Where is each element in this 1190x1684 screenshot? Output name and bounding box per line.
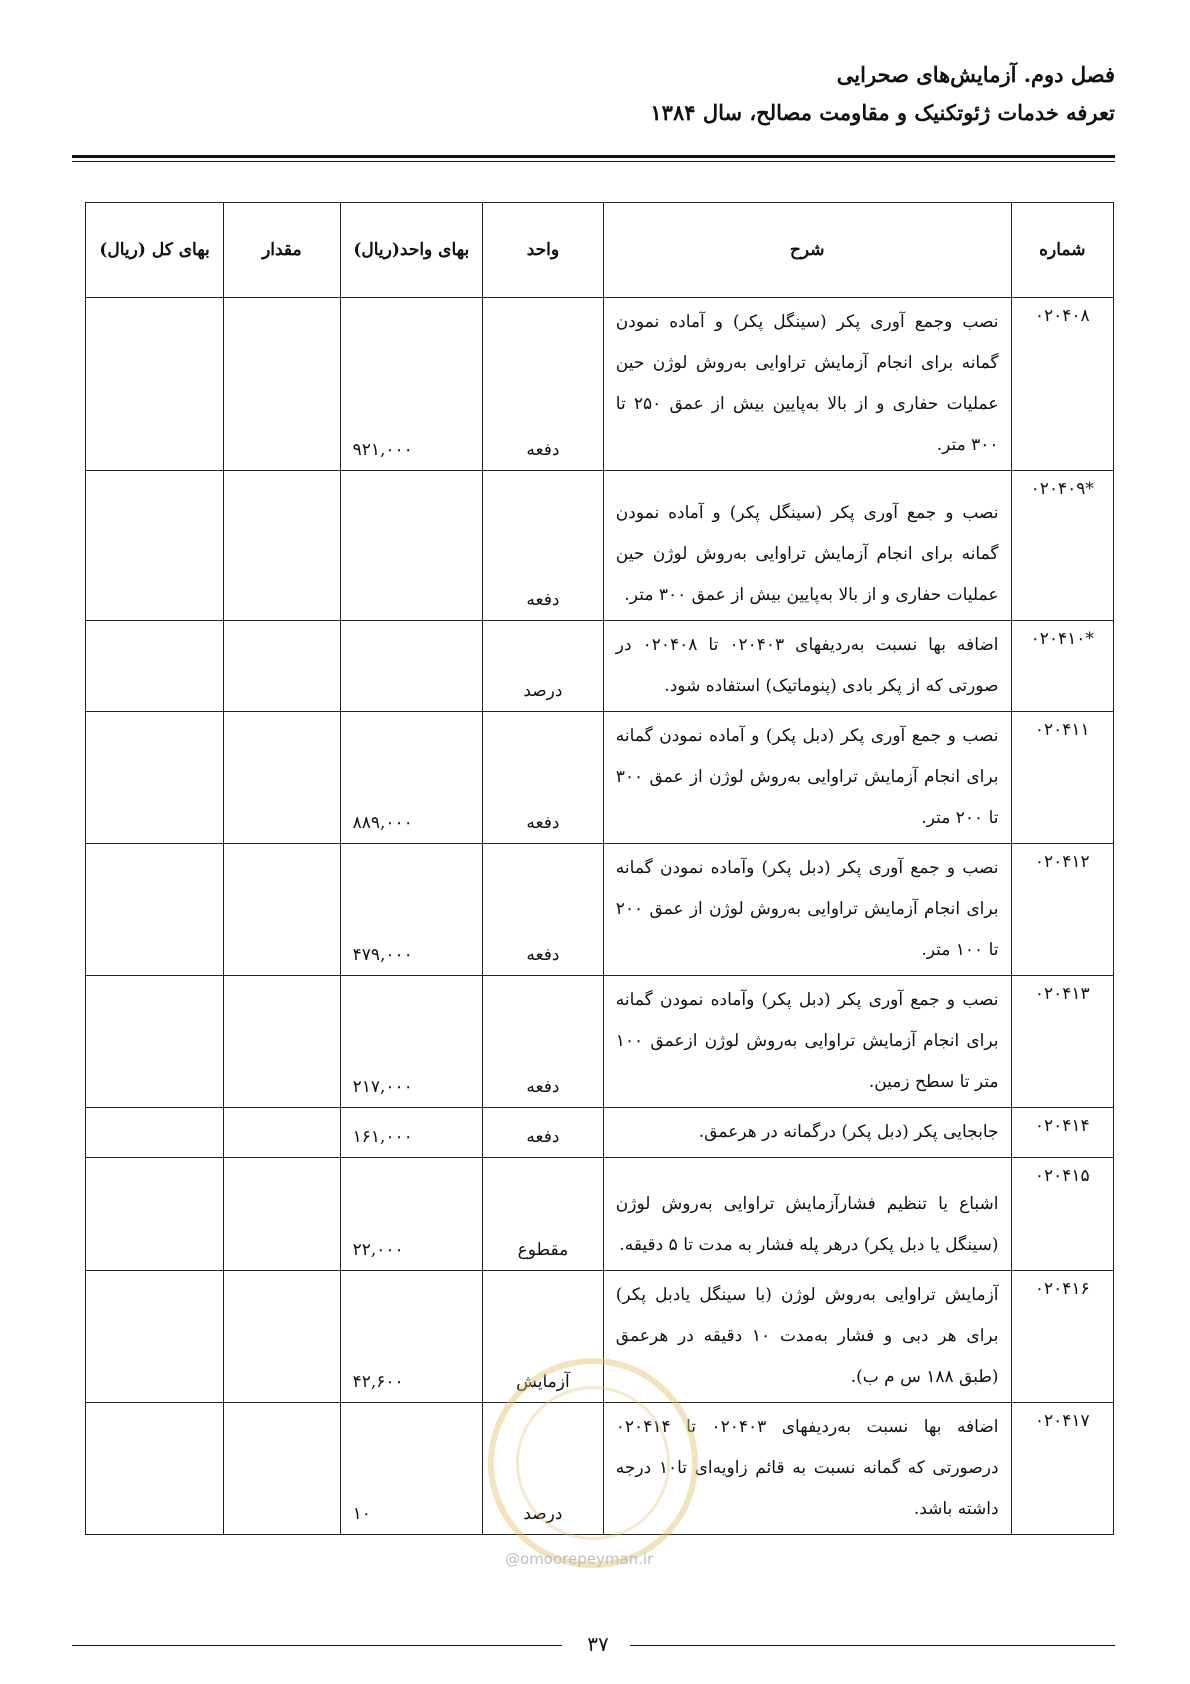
row-description: جابجایی پکر (دبل پکر) درگمانه در هرعمق. [603,1108,1011,1158]
row-total [86,1158,224,1271]
row-total [86,471,224,621]
row-unit: مقطوع [482,1158,603,1271]
footer-rule-left [72,1645,562,1646]
col-header-unit-price: بهای واحد(ریال) [340,203,482,298]
row-quantity [224,471,340,621]
footer-rule-right [630,1645,1115,1646]
row-unit: درصد [482,621,603,712]
col-header-total-price: بهای کل (ریال) [86,203,224,298]
document-subtitle: تعرفه خدمات ژئوتکنیک و مقاومت مصالح، سال ۱۳۸۴ [650,100,1115,125]
row-unit: دفعه [482,712,603,844]
row-description: نصب وجمع آوری پکر (سینگل پکر) و آماده نمودن گمانه برای انجام آزمایش تراوایی به‌روش لوژن حین عملیات حفاری و از بالا به‌پایین بیش از عمق ۲۵۰ تا ۳۰۰ متر. [603,298,1011,471]
row-unit: آزمایش [482,1271,603,1403]
row-unit-price: ۹۲۱,۰۰۰ [340,298,482,471]
row-total [86,712,224,844]
row-code: ۰۲۰۴۱۲ [1011,844,1113,976]
row-quantity [224,1271,340,1403]
col-header-unit: واحد [482,203,603,298]
row-description: اضافه بها نسبت به‌ردیفهای ۰۲۰۴۰۳ تا ۰۲۰۴۰۸ در صورتی که از پکر بادی (پنوماتیک) استفاده شود. [603,621,1011,712]
row-description: اشباع یا تنظیم فشارآزمایش تراوایی به‌روش لوژن (سینگل یا دبل پکر) درهر پله فشار به مدت تا ۵ دقیقه. [603,1158,1011,1271]
row-unit: دفعه [482,844,603,976]
table-row [86,1158,1114,1271]
row-unit: درصد [482,1403,603,1535]
table-row [86,471,1114,621]
col-header-description: شرح [603,203,1011,298]
row-total [86,298,224,471]
row-total [86,1108,224,1158]
row-unit: دفعه [482,976,603,1108]
row-quantity [224,1158,340,1271]
row-description: اضافه بها نسبت به‌ردیفهای ۰۲۰۴۰۳ تا ۰۲۰۴۱۴ درصورتی که گمانه نسبت به قائم زاویه‌ای تا۱۰ درجه داشته باشد. [603,1403,1011,1535]
table-row [86,298,1114,471]
row-unit-price: ۴۷۹,۰۰۰ [340,844,482,976]
row-unit-price [340,471,482,621]
row-quantity [224,1403,340,1535]
row-total [86,1271,224,1403]
table-row [86,844,1114,976]
table-row [86,621,1114,712]
row-description: نصب و جمع آوری پکر (دبل پکر) وآماده نمودن گمانه برای انجام آزمایش تراوایی به‌روش لوژن از عمق ۲۰۰ تا ۱۰۰ متر. [603,844,1011,976]
row-unit-price: ۲۲,۰۰۰ [340,1158,482,1271]
row-total [86,1403,224,1535]
row-unit: دفعه [482,471,603,621]
row-quantity [224,1108,340,1158]
row-unit-price: ۴۲,۶۰۰ [340,1271,482,1403]
row-unit-price: ۱۶۱,۰۰۰ [340,1108,482,1158]
table-row [86,976,1114,1108]
col-header-code: شماره [1011,203,1113,298]
table-row [86,712,1114,844]
row-description: نصب و جمع آوری پکر (دبل پکر) وآماده نمودن گمانه برای انجام آزمایش تراوایی به‌روش لوژن ازعمق ۱۰۰ متر تا سطح زمین. [603,976,1011,1108]
row-quantity [224,976,340,1108]
row-unit-price: ۱۰ [340,1403,482,1535]
row-description: آزمایش تراوایی به‌روش لوژن (با سینگل یادبل پکر) برای هر دبی و فشار به‌مدت ۱۰ دقیقه در هرعمق (طبق ۱۸۸ س م ب). [603,1271,1011,1403]
page-number: ۳۷ [587,1632,609,1656]
row-quantity [224,298,340,471]
row-total [86,621,224,712]
tariff-table [85,202,1114,1535]
row-code: ۰۲۰۴۰۹* [1011,471,1113,621]
header-rule-thin [72,161,1115,162]
watermark-text: @omoorepeyman.ir [505,1550,654,1568]
row-quantity [224,712,340,844]
row-quantity [224,621,340,712]
table-row [86,1108,1114,1158]
row-unit: دفعه [482,1108,603,1158]
row-code: ۰۲۰۴۱۶ [1011,1271,1113,1403]
header-rule-thick [72,155,1115,158]
table-row [86,1271,1114,1403]
row-code: ۰۲۰۴۱۱ [1011,712,1113,844]
table-header-row [86,203,1114,298]
row-description: نصب و جمع آوری پکر (سینگل پکر) و آماده نمودن گمانه برای انجام آزمایش تراوایی به‌روش لوژن حین عملیات حفاری و از بالا به‌پایین بیش از عمق ۳۰۰ متر. [603,471,1011,621]
row-code: ۰۲۰۴۱۳ [1011,976,1113,1108]
row-code: ۰۲۰۴۱۵ [1011,1158,1113,1271]
row-unit-price [340,621,482,712]
row-unit: دفعه [482,298,603,471]
row-code: ۰۲۰۴۱۷ [1011,1403,1113,1535]
row-code: ۰۲۰۴۱۰* [1011,621,1113,712]
row-unit-price: ۸۸۹,۰۰۰ [340,712,482,844]
chapter-title: فصل دوم. آزمایش‌های صحرایی [836,62,1115,87]
col-header-quantity: مقدار [224,203,340,298]
row-code: ۰۲۰۴۱۴ [1011,1108,1113,1158]
row-quantity [224,844,340,976]
row-code: ۰۲۰۴۰۸ [1011,298,1113,471]
row-unit-price: ۲۱۷,۰۰۰ [340,976,482,1108]
row-total [86,844,224,976]
row-description: نصب و جمع آوری پکر (دبل پکر) و آماده نمودن گمانه برای انجام آزمایش تراوایی به‌روش لوژن از عمق ۳۰۰ تا ۲۰۰ متر. [603,712,1011,844]
row-total [86,976,224,1108]
table-row [86,1403,1114,1535]
